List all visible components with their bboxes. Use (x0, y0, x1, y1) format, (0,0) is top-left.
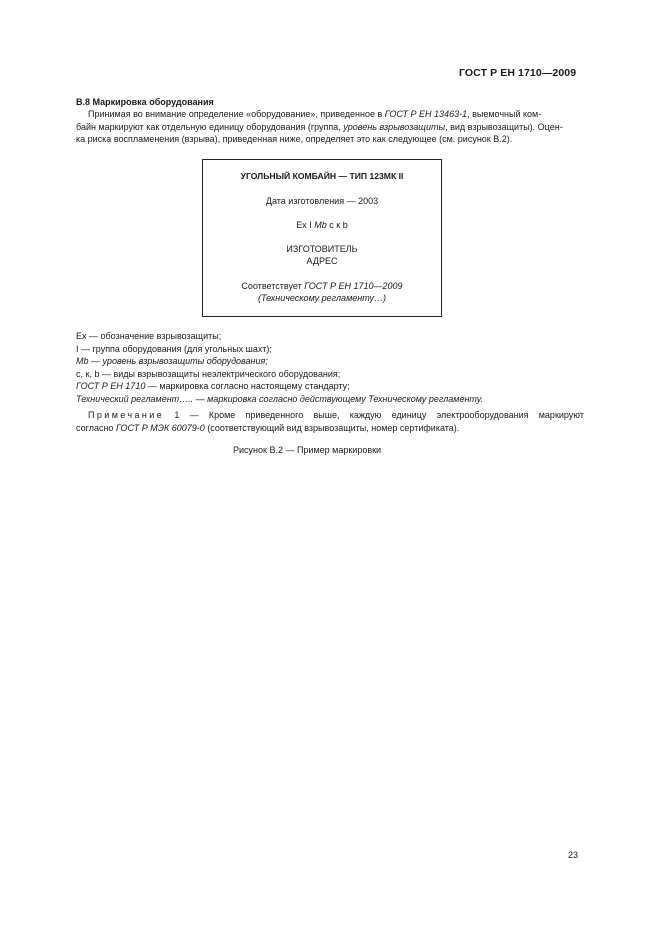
manufacturer-label: ИЗГОТОВИТЕЛЬ (286, 244, 358, 254)
intro-line-1: Принимая во внимание определение «оборудование», приведенное в ГОСТ Р ЕН 13463-1, выемочный ком- (88, 109, 542, 119)
document-code-header: ГОСТ Р ЕН 1710—2009 (459, 67, 577, 79)
note-line-2: согласно ГОСТ Р МЭК 60079-0 (соответствующий вид взрывозащиты, номер сертификата). (76, 422, 460, 433)
figure-caption: Рисунок В.2 — Пример маркировки (233, 445, 382, 455)
conformity-statement: Соответствует ГОСТ Р ЕН 1710—2009 (241, 281, 403, 291)
note-paragraph (76, 409, 584, 434)
section-title: В.8 Маркировка оборудования (76, 97, 214, 107)
legend-item: Mb — уровень взрывозащиты оборудования; (76, 356, 268, 366)
marking-plate-example (202, 159, 442, 317)
regulation-reference: (Техническому регламенту…) (257, 293, 386, 303)
marking-legend (76, 330, 483, 405)
legend-item: Технический регламент….. — маркировка согласно действующему Техническому регламенту. (76, 393, 484, 404)
legend-item: Ex — обозначение взрывозащиты; (76, 331, 222, 341)
intro-line-2: байн маркируют как отдельную единицу оборудования (группа, уровень взрывозащиты, вид взрывозащиты). Оцен- (76, 121, 563, 132)
manufacture-date: Дата изготовления — 2003 (265, 196, 379, 206)
note-label: Примечание (88, 410, 165, 420)
explosion-protection-code: Ex I Mb c к b (296, 220, 348, 230)
standard-reference: ГОСТ Р ЕН 13463-1 (384, 109, 468, 119)
marking-plate-title: УГОЛЬНЫЙ КОМБАЙН — ТИП 123МК II (240, 171, 404, 181)
legend-item: I — группа оборудования (для угольных шахт); (76, 343, 272, 354)
legend-item: c, к, b — виды взрывозащиты неэлектрического оборудования; (76, 368, 341, 379)
intro-line-3: ка риска воспламенения (взрыва), приведенная ниже, определяет это как следующее (см. рисунок В.2). (76, 134, 513, 144)
legend-item: ГОСТ Р ЕН 1710 — маркировка согласно настоящему стандарту; (76, 381, 350, 391)
address-label: АДРЕС (306, 256, 338, 266)
page-number: 23 (568, 850, 579, 860)
note-line-1: Примечание 1 — Кроме приведенного выше, каждую единицу электрооборудования маркируют (88, 410, 584, 420)
intro-paragraph (76, 108, 584, 146)
